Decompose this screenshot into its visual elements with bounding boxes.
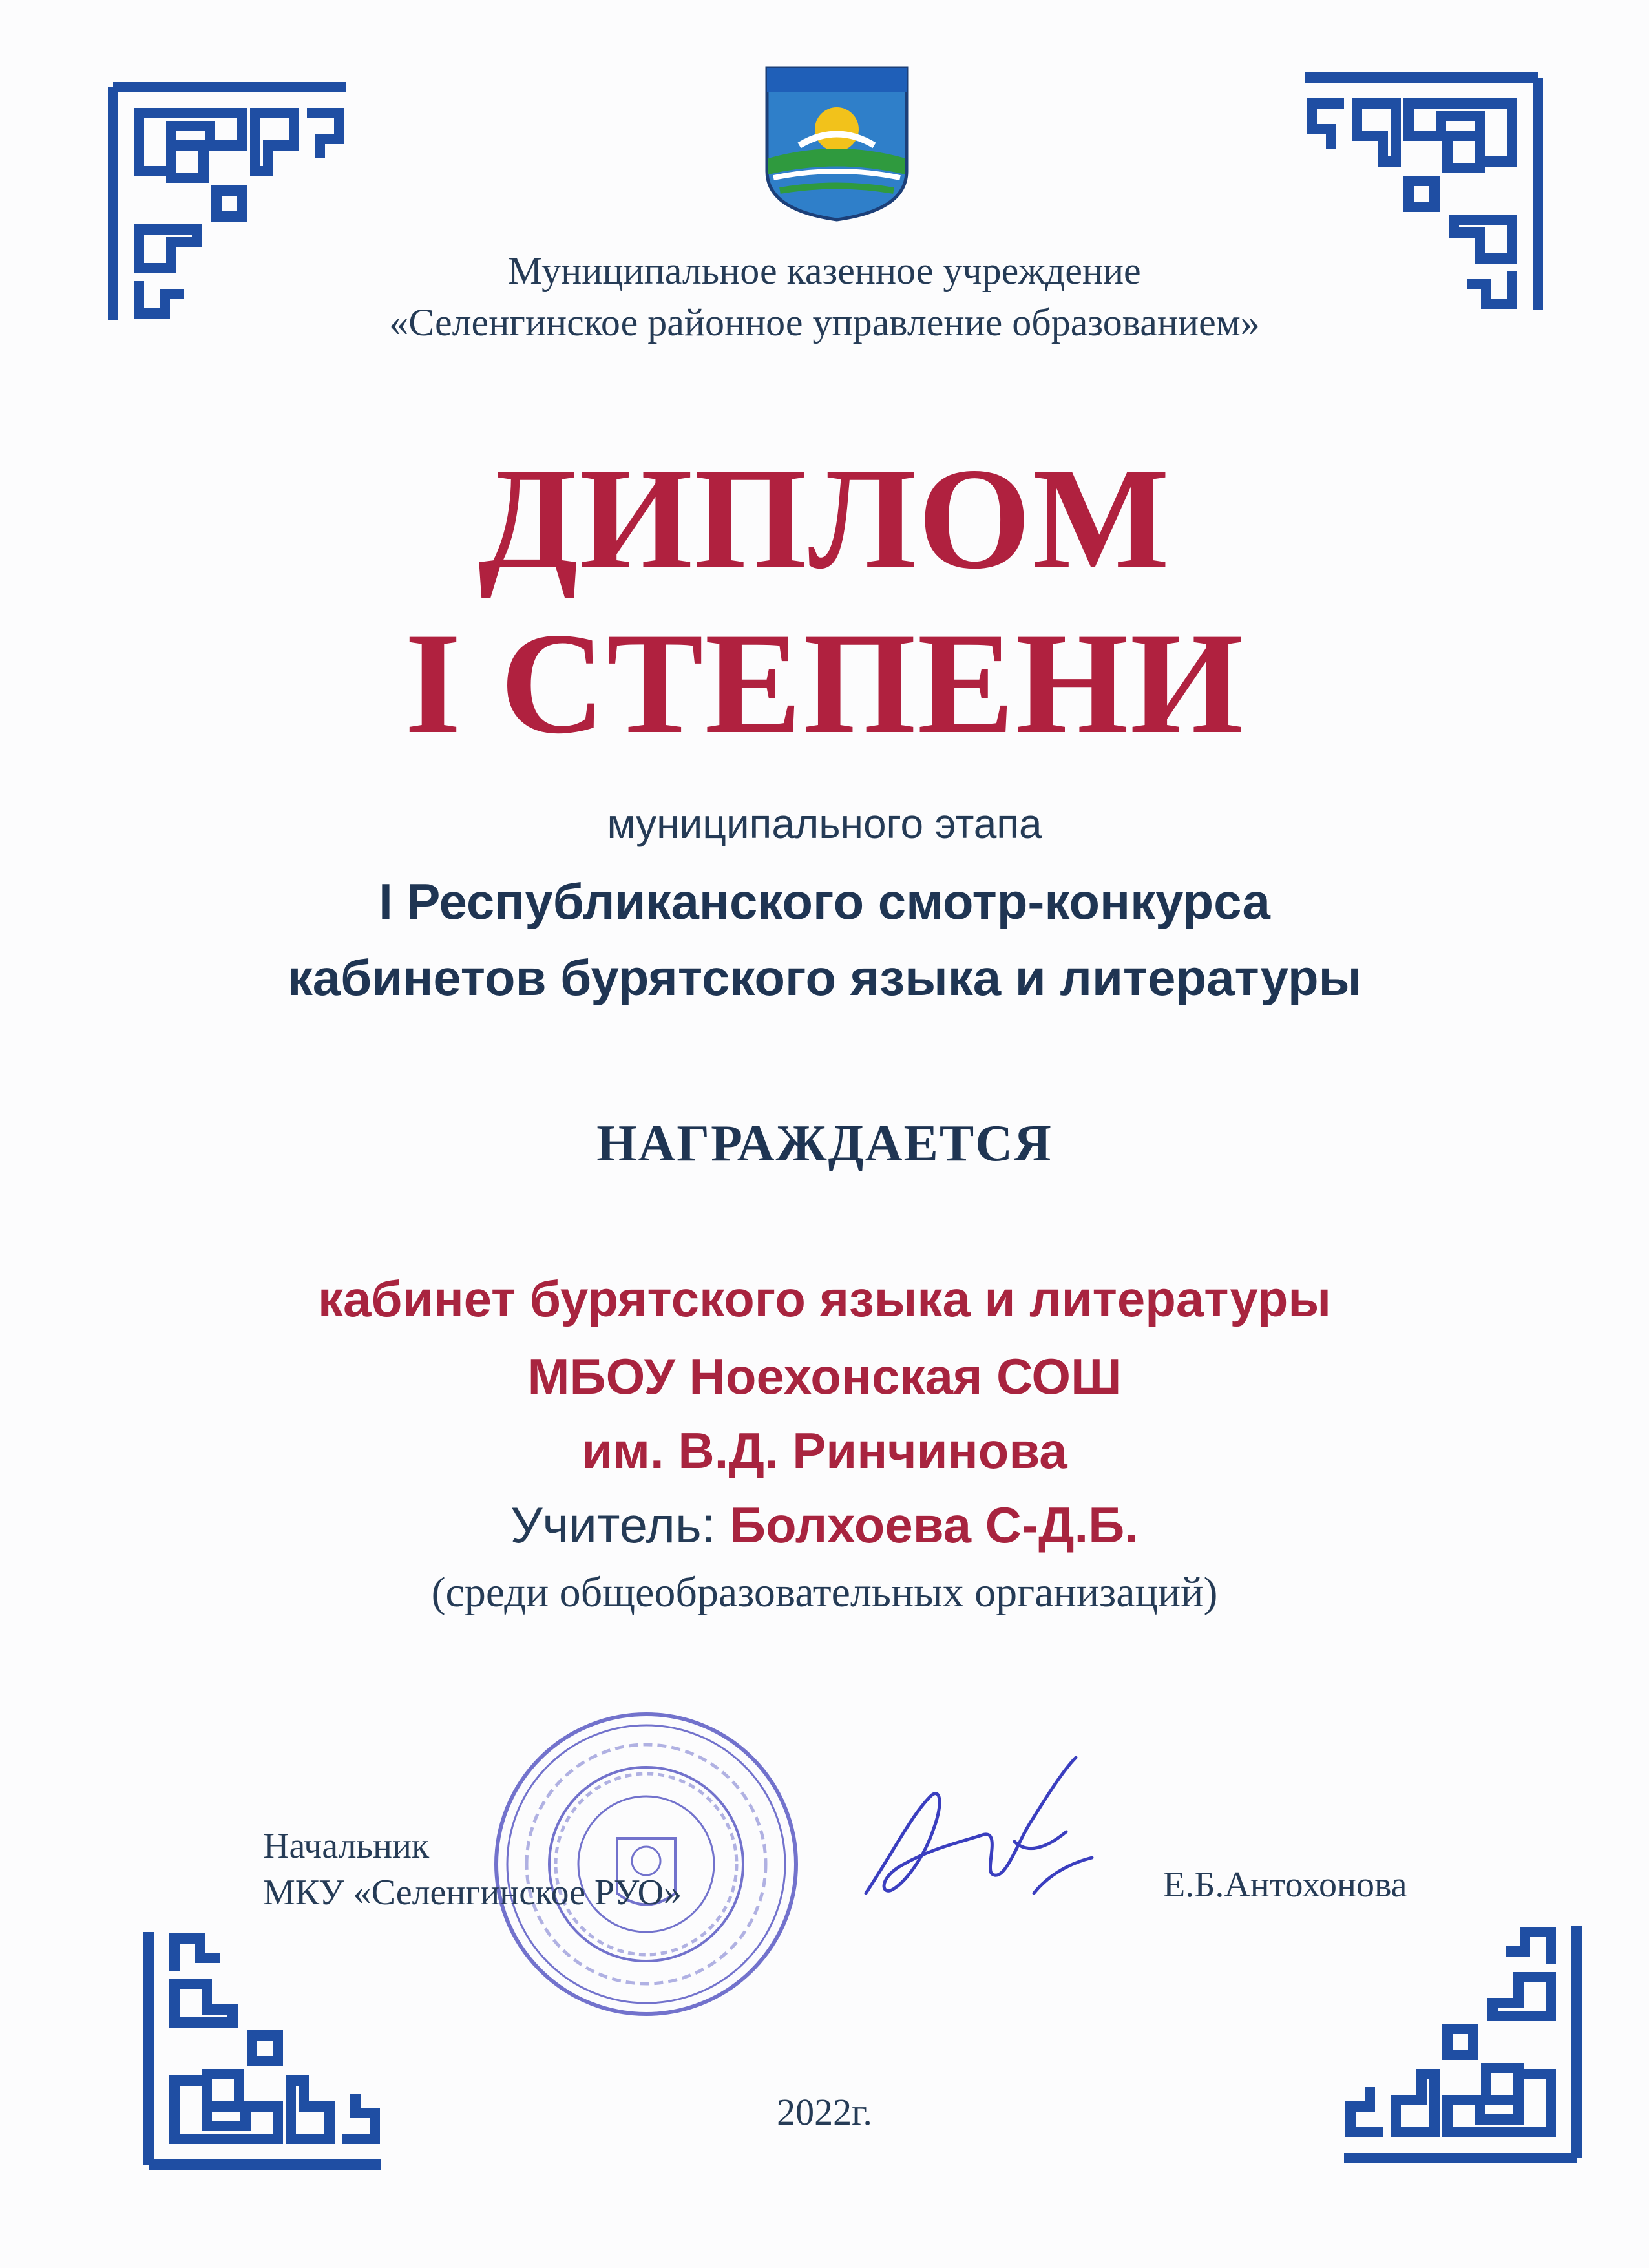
contest-name-line-2: кабинетов бурятского языка и литературы [287,949,1362,1006]
handwritten-signature [853,1745,1098,1926]
official-stamp [488,1706,804,2022]
signatory-position-line-1: Начальник [263,1826,430,1866]
ornament-bottom-left [136,1919,394,2178]
awarded-label: НАГРАЖДАЕТСЯ [596,1115,1053,1172]
signatory-position-line-2: МКУ «Селенгинское РУО» [263,1873,682,1913]
teacher-label: Учитель: [510,1496,730,1553]
recipient-line-3: им. В.Д. Ринчинова [582,1422,1067,1479]
recipient-line-1: кабинет бурятского языка и литературы [318,1270,1331,1327]
year: 2022г. [777,2091,872,2133]
district-emblem [761,61,913,223]
diploma-degree: I СТЕПЕНИ [404,602,1245,764]
contest-name-line-1: I Республиканского смотр-конкурса [379,873,1270,930]
signer-name: Е.Б.Антохонова [1163,1865,1407,1905]
institution-line-2: «Селенгинское районное управление образованием» [389,301,1260,344]
recipient-line-2: МБОУ Ноехонская СОШ [527,1348,1122,1405]
ornament-top-left [100,74,359,333]
institution-line-1: Муниципальное казенное учреждение [508,249,1141,292]
category-note: (среди общеобразовательных организаций) [431,1569,1218,1616]
contest-stage: муниципального этапа [607,801,1042,847]
teacher-line [0,1496,1649,1555]
diploma-title: ДИПЛОМ [478,437,1171,599]
teacher-name: Болхоева С-Д.Б. [729,1496,1139,1553]
